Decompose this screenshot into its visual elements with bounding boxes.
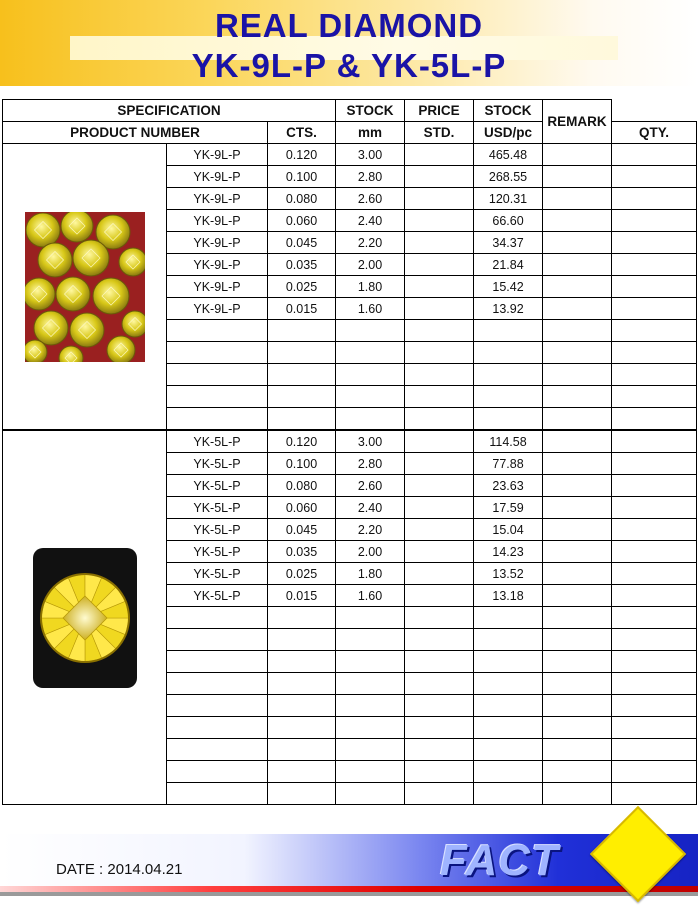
cts-cell: 0.045 — [268, 232, 336, 254]
product-number-cell: YK-5L-P — [167, 541, 268, 563]
price-cell: 17.59 — [474, 497, 543, 519]
stock-qty-cell — [543, 188, 612, 210]
remark-cell — [612, 673, 697, 695]
price-cell — [474, 695, 543, 717]
cts-cell: 0.015 — [268, 585, 336, 607]
product-number-cell: YK-9L-P — [167, 166, 268, 188]
mm-cell: 2.60 — [336, 475, 405, 497]
price-cell — [474, 783, 543, 805]
price-table-container — [2, 99, 697, 805]
price-cell: 34.37 — [474, 232, 543, 254]
mm-header: mm — [336, 122, 405, 144]
product-number-cell: YK-9L-P — [167, 188, 268, 210]
stock-std-cell — [405, 144, 474, 166]
table-row — [3, 430, 697, 453]
stock-std-cell — [405, 585, 474, 607]
product-number-cell: YK-9L-P — [167, 210, 268, 232]
stock-std-cell — [405, 386, 474, 408]
price-cell: 23.63 — [474, 475, 543, 497]
stock-std-cell — [405, 453, 474, 475]
cts-cell — [268, 761, 336, 783]
mm-cell — [336, 717, 405, 739]
mm-cell: 2.80 — [336, 166, 405, 188]
stock-std-cell — [405, 519, 474, 541]
price-cell — [474, 320, 543, 342]
remark-cell — [612, 386, 697, 408]
page-title: REAL DIAMOND — [214, 7, 484, 44]
price-cell: 13.92 — [474, 298, 543, 320]
price-header-bottom: USD/pc — [474, 122, 543, 144]
cts-header: CTS. — [268, 122, 336, 144]
stock-std-cell — [405, 408, 474, 431]
mm-cell — [336, 651, 405, 673]
stock-qty-cell — [543, 497, 612, 519]
product-number-cell — [167, 408, 268, 431]
mm-cell: 1.80 — [336, 276, 405, 298]
footer-band — [0, 834, 698, 886]
price-cell — [474, 761, 543, 783]
remark-cell — [612, 563, 697, 585]
remark-cell — [612, 342, 697, 364]
remark-cell — [612, 761, 697, 783]
mm-cell — [336, 386, 405, 408]
mm-cell: 1.80 — [336, 563, 405, 585]
price-cell — [474, 342, 543, 364]
stock-qty-cell — [543, 475, 612, 497]
date-label: DATE : 2014.04.21 — [56, 861, 183, 878]
stock-std-cell — [405, 188, 474, 210]
stock-qty-cell — [543, 563, 612, 585]
product-number-cell — [167, 364, 268, 386]
cts-cell: 0.060 — [268, 497, 336, 519]
remark-cell — [612, 364, 697, 386]
stock-std-cell — [405, 254, 474, 276]
product-number-cell: YK-9L-P — [167, 232, 268, 254]
cts-cell: 0.120 — [268, 430, 336, 453]
stock-std-header-top: STOCK — [336, 100, 405, 122]
product-number-cell: YK-5L-P — [167, 430, 268, 453]
stock-qty-cell — [543, 695, 612, 717]
remark-cell — [612, 166, 697, 188]
product-number-cell: YK-5L-P — [167, 519, 268, 541]
price-cell: 13.18 — [474, 585, 543, 607]
stock-std-cell — [405, 717, 474, 739]
price-cell: 268.55 — [474, 166, 543, 188]
stock-std-cell — [405, 541, 474, 563]
stock-qty-cell — [543, 232, 612, 254]
stock-qty-cell — [543, 254, 612, 276]
product-number-cell — [167, 761, 268, 783]
stock-std-cell — [405, 695, 474, 717]
remark-cell — [612, 232, 697, 254]
product-image-cell — [3, 144, 167, 431]
product-number-cell — [167, 607, 268, 629]
price-cell: 77.88 — [474, 453, 543, 475]
price-cell — [474, 386, 543, 408]
table-row — [3, 144, 697, 166]
mm-cell: 2.00 — [336, 254, 405, 276]
price-cell — [474, 673, 543, 695]
price-cell: 465.48 — [474, 144, 543, 166]
cts-cell: 0.080 — [268, 475, 336, 497]
yellow-diamonds-cluster-icon — [25, 212, 145, 362]
stock-std-cell — [405, 364, 474, 386]
cts-cell — [268, 386, 336, 408]
price-cell: 14.23 — [474, 541, 543, 563]
mm-cell: 2.80 — [336, 453, 405, 475]
price-cell: 15.42 — [474, 276, 543, 298]
remark-cell — [612, 210, 697, 232]
stock-qty-cell — [543, 276, 612, 298]
remark-cell — [612, 541, 697, 563]
remark-cell — [612, 453, 697, 475]
stock-qty-cell — [543, 607, 612, 629]
cts-cell — [268, 364, 336, 386]
stock-std-cell — [405, 342, 474, 364]
cts-cell: 0.035 — [268, 254, 336, 276]
stock-qty-cell — [543, 629, 612, 651]
price-cell — [474, 408, 543, 431]
stock-qty-cell — [543, 761, 612, 783]
cts-cell — [268, 717, 336, 739]
mm-cell: 2.00 — [336, 541, 405, 563]
single-yellow-diamond-icon — [33, 548, 137, 688]
stock-std-cell — [405, 629, 474, 651]
mm-cell — [336, 739, 405, 761]
product-number-cell — [167, 783, 268, 805]
cts-cell — [268, 408, 336, 431]
remark-cell — [612, 276, 697, 298]
product-number-cell — [167, 320, 268, 342]
remark-cell — [612, 739, 697, 761]
mm-cell — [336, 761, 405, 783]
price-cell: 21.84 — [474, 254, 543, 276]
price-cell: 66.60 — [474, 210, 543, 232]
mm-cell — [336, 342, 405, 364]
page-header — [0, 0, 698, 86]
product-number-cell — [167, 717, 268, 739]
price-cell: 120.31 — [474, 188, 543, 210]
cts-cell — [268, 651, 336, 673]
stock-qty-cell — [543, 342, 612, 364]
product-number-cell: YK-5L-P — [167, 497, 268, 519]
mm-cell — [336, 629, 405, 651]
stock-qty-cell — [543, 453, 612, 475]
cts-cell: 0.060 — [268, 210, 336, 232]
cts-cell: 0.045 — [268, 519, 336, 541]
stock-qty-cell — [543, 739, 612, 761]
stock-qty-cell — [543, 673, 612, 695]
product-number-cell: YK-5L-P — [167, 475, 268, 497]
mm-cell: 1.60 — [336, 298, 405, 320]
mm-cell — [336, 695, 405, 717]
price-cell — [474, 364, 543, 386]
mm-cell: 3.00 — [336, 430, 405, 453]
stock-qty-header-top: STOCK — [474, 100, 543, 122]
cts-cell — [268, 629, 336, 651]
price-header-top: PRICE — [405, 100, 474, 122]
stock-std-cell — [405, 166, 474, 188]
price-table-body — [3, 144, 697, 805]
mm-cell — [336, 783, 405, 805]
stock-qty-cell — [543, 717, 612, 739]
stock-std-cell — [405, 298, 474, 320]
remark-cell — [612, 254, 697, 276]
product-number-cell — [167, 739, 268, 761]
mm-cell: 2.40 — [336, 497, 405, 519]
remark-cell — [612, 607, 697, 629]
product-image-cell — [3, 430, 167, 805]
price-cell — [474, 607, 543, 629]
price-cell — [474, 739, 543, 761]
product-number-cell: YK-5L-P — [167, 585, 268, 607]
product-number-cell — [167, 673, 268, 695]
price-table — [2, 99, 697, 805]
mm-cell — [336, 673, 405, 695]
price-cell: 15.04 — [474, 519, 543, 541]
stock-std-cell — [405, 563, 474, 585]
stock-qty-cell — [543, 298, 612, 320]
stock-std-cell — [405, 210, 474, 232]
price-cell: 114.58 — [474, 430, 543, 453]
remark-cell — [612, 188, 697, 210]
stock-qty-cell — [543, 783, 612, 805]
remark-cell — [612, 717, 697, 739]
remark-cell — [612, 430, 697, 453]
mm-cell — [336, 607, 405, 629]
footer-grey-line — [0, 892, 698, 896]
cts-cell: 0.120 — [268, 144, 336, 166]
remark-cell — [612, 651, 697, 673]
mm-cell — [336, 320, 405, 342]
cts-cell: 0.100 — [268, 166, 336, 188]
stock-qty-cell — [543, 364, 612, 386]
cts-cell — [268, 607, 336, 629]
product-number-cell: YK-5L-P — [167, 453, 268, 475]
cts-cell: 0.080 — [268, 188, 336, 210]
cts-cell: 0.025 — [268, 276, 336, 298]
remark-cell — [612, 629, 697, 651]
stock-qty-cell — [543, 408, 612, 431]
cts-cell: 0.015 — [268, 298, 336, 320]
remark-cell — [612, 320, 697, 342]
remark-cell — [612, 497, 697, 519]
stock-qty-cell — [543, 651, 612, 673]
price-cell — [474, 717, 543, 739]
stock-std-cell — [405, 607, 474, 629]
cts-cell — [268, 342, 336, 364]
cts-cell — [268, 695, 336, 717]
mm-cell — [336, 364, 405, 386]
product-number-cell: YK-9L-P — [167, 276, 268, 298]
stock-qty-cell — [543, 541, 612, 563]
stock-std-cell — [405, 320, 474, 342]
stock-std-cell — [405, 783, 474, 805]
stock-std-cell — [405, 673, 474, 695]
cts-cell — [268, 739, 336, 761]
price-cell: 13.52 — [474, 563, 543, 585]
specification-header: SPECIFICATION — [3, 100, 336, 122]
stock-std-header-bottom: STD. — [405, 122, 474, 144]
stock-std-cell — [405, 276, 474, 298]
remark-cell — [612, 783, 697, 805]
stock-qty-cell — [543, 320, 612, 342]
fact-logo: FACT — [440, 836, 559, 885]
stock-qty-cell — [543, 519, 612, 541]
mm-cell: 2.20 — [336, 519, 405, 541]
stock-qty-cell — [543, 585, 612, 607]
cts-cell — [268, 673, 336, 695]
remark-cell — [612, 475, 697, 497]
stock-std-cell — [405, 232, 474, 254]
stock-std-cell — [405, 739, 474, 761]
remark-cell — [612, 144, 697, 166]
stock-std-cell — [405, 761, 474, 783]
product-number-cell — [167, 629, 268, 651]
product-number-cell — [167, 651, 268, 673]
stock-qty-header-bottom: QTY. — [612, 122, 697, 144]
stock-qty-cell — [543, 430, 612, 453]
stock-std-cell — [405, 651, 474, 673]
stock-qty-cell — [543, 166, 612, 188]
cts-cell — [268, 783, 336, 805]
remark-header: REMARK — [543, 100, 612, 144]
product-number-cell: YK-9L-P — [167, 254, 268, 276]
page-subtitle: YK-9L-P & YK-5L-P — [191, 47, 507, 84]
mm-cell: 2.40 — [336, 210, 405, 232]
mm-cell — [336, 408, 405, 431]
product-number-cell — [167, 386, 268, 408]
product-number-cell: YK-5L-P — [167, 563, 268, 585]
cts-cell: 0.025 — [268, 563, 336, 585]
mm-cell: 2.20 — [336, 232, 405, 254]
cts-cell: 0.100 — [268, 453, 336, 475]
remark-cell — [612, 408, 697, 431]
product-number-cell: YK-9L-P — [167, 144, 268, 166]
remark-cell — [612, 585, 697, 607]
mm-cell: 1.60 — [336, 585, 405, 607]
stock-std-cell — [405, 430, 474, 453]
product-number-header: PRODUCT NUMBER — [3, 122, 268, 144]
price-cell — [474, 629, 543, 651]
stock-qty-cell — [543, 210, 612, 232]
stock-std-cell — [405, 475, 474, 497]
product-number-cell: YK-9L-P — [167, 298, 268, 320]
remark-cell — [612, 519, 697, 541]
stock-std-cell — [405, 497, 474, 519]
price-cell — [474, 651, 543, 673]
cts-cell — [268, 320, 336, 342]
stock-qty-cell — [543, 386, 612, 408]
remark-cell — [612, 298, 697, 320]
remark-cell — [612, 695, 697, 717]
product-number-cell — [167, 342, 268, 364]
product-number-cell — [167, 695, 268, 717]
mm-cell: 2.60 — [336, 188, 405, 210]
mm-cell: 3.00 — [336, 144, 405, 166]
stock-qty-cell — [543, 144, 612, 166]
cts-cell: 0.035 — [268, 541, 336, 563]
